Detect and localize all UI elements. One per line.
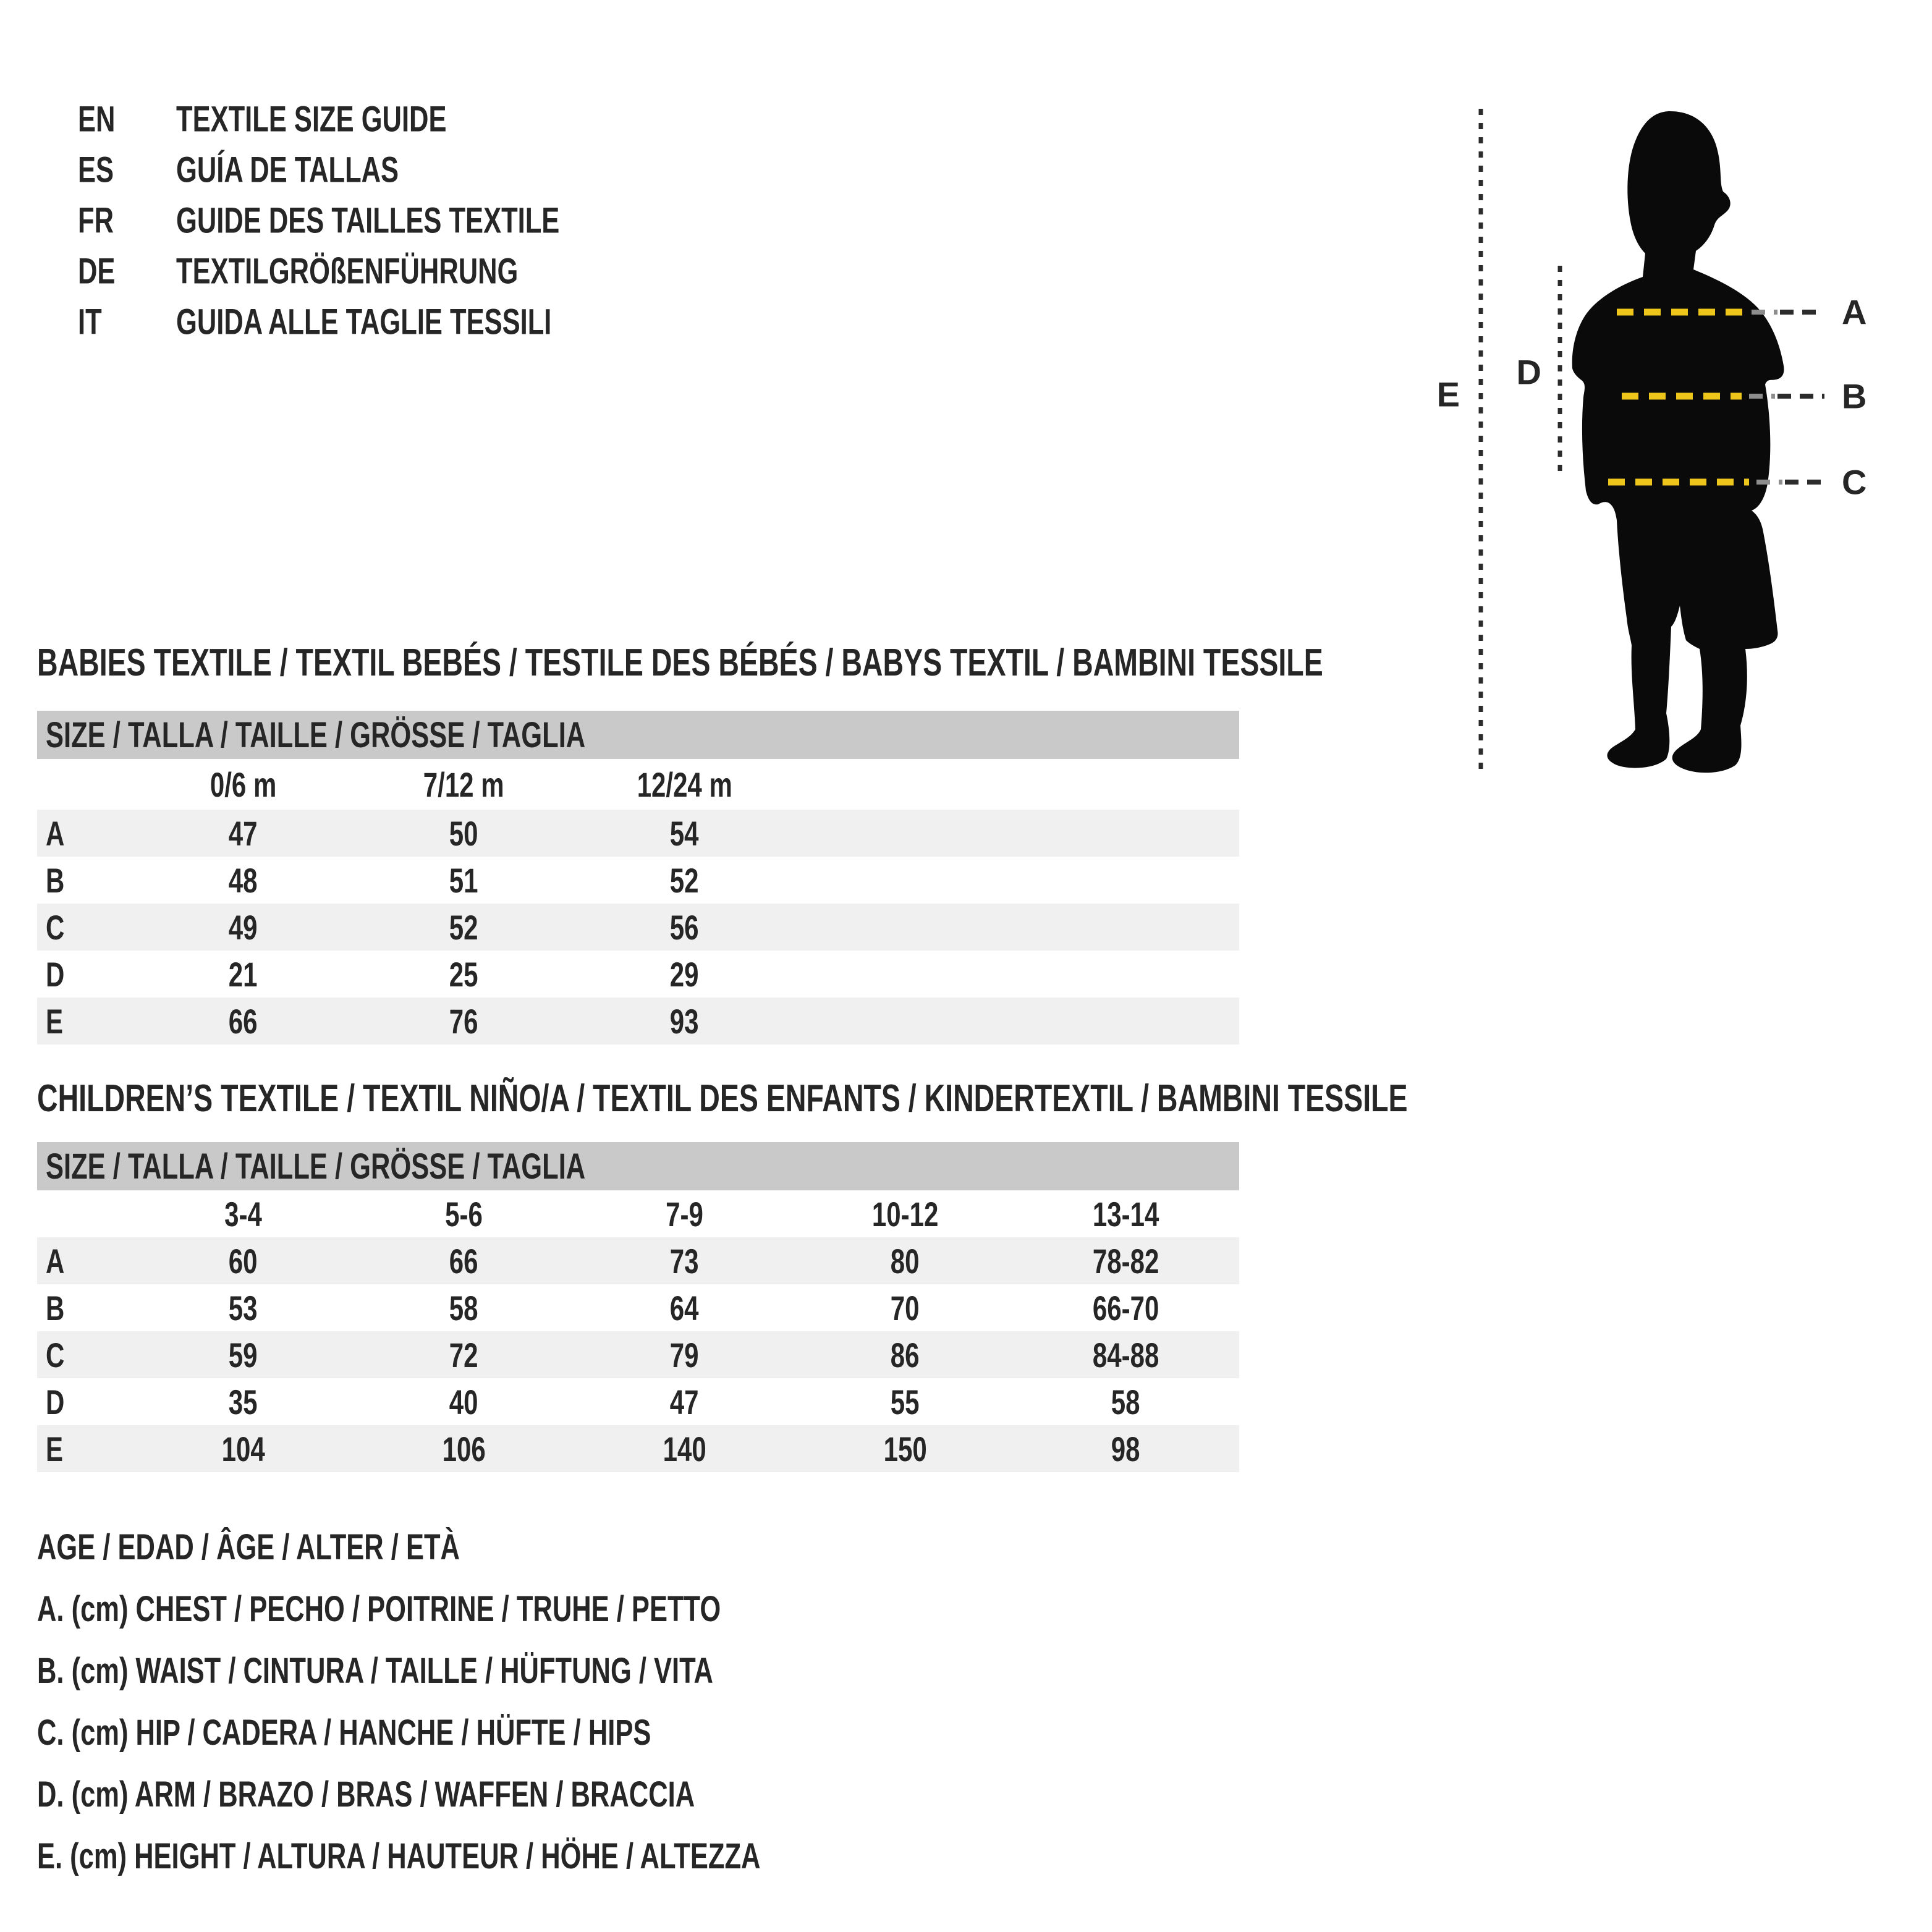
- row-label: B: [46, 1288, 65, 1328]
- row-label: E: [46, 1429, 64, 1468]
- cell-value: 54: [670, 813, 699, 853]
- cell-value: 140: [663, 1429, 706, 1468]
- table-row: [37, 1378, 1239, 1425]
- measurement-legend: [37, 1516, 1002, 1887]
- table-row: [37, 998, 1239, 1044]
- cell-value: 58: [1111, 1382, 1140, 1421]
- table-row: [37, 857, 1239, 904]
- legend-arm-line: D. (cm) ARM / BRAZO / BRAS / WAFFEN / BRACCIA: [37, 1774, 695, 1815]
- row-label: A: [46, 1241, 65, 1281]
- height-label-e: E: [1436, 375, 1460, 414]
- legend-hip-line: C. (cm) HIP / CADERA / HANCHE / HÜFTE / HIPS: [37, 1712, 651, 1753]
- size-header-bar: [37, 1142, 1239, 1190]
- column-header: 7/12 m: [423, 765, 504, 804]
- cell-value: 40: [449, 1382, 478, 1421]
- cell-value: 104: [221, 1429, 265, 1468]
- guide-title: GUIDA ALLE TAGLIE TESSILI: [176, 302, 552, 342]
- cell-value: 84-88: [1092, 1335, 1159, 1375]
- guide-title: TEXTILGRÖßENFÜHRUNG: [176, 251, 519, 292]
- cell-value: 50: [449, 813, 478, 853]
- arm-label-d: D: [1516, 352, 1541, 392]
- row-label: D: [46, 954, 65, 994]
- guide-title: TEXTILE SIZE GUIDE: [176, 99, 447, 140]
- cell-value: 47: [229, 813, 258, 853]
- cell-value: 66: [449, 1241, 478, 1281]
- children-section-heading: CHILDREN’S TEXTILE / TEXTIL NIÑO/A / TEXTIL DES ENFANTS / KINDERTEXTIL / BAMBINI TESSILE: [37, 1077, 1408, 1120]
- table-row: [37, 810, 1239, 857]
- table-row: [37, 1425, 1239, 1472]
- language-code: EN: [78, 99, 116, 140]
- table-row: [37, 1237, 1239, 1284]
- cell-value: 52: [449, 907, 478, 947]
- row-label: E: [46, 1001, 64, 1041]
- children-size-table: [37, 1142, 1239, 1472]
- cell-value: 52: [670, 860, 699, 900]
- language-code: DE: [78, 251, 116, 292]
- cell-value: 58: [449, 1288, 478, 1328]
- child-silhouette-figure: [1572, 111, 1784, 773]
- children-column-header-row: [37, 1190, 1239, 1237]
- legend-height-line: E. (cm) HEIGHT / ALTURA / HAUTEUR / HÖHE / ALTEZZA: [37, 1836, 761, 1876]
- legend-chest-line: A. (cm) CHEST / PECHO / POITRINE / TRUHE / PETTO: [37, 1588, 721, 1629]
- babies-size-table: [37, 711, 1239, 1044]
- cell-value: 150: [883, 1429, 927, 1468]
- column-header: 0/6 m: [210, 765, 277, 804]
- hip-label-c: C: [1842, 462, 1867, 502]
- cell-value: 93: [670, 1001, 699, 1041]
- column-header: 5-6: [445, 1194, 483, 1234]
- cell-value: 60: [229, 1241, 258, 1281]
- cell-value: 55: [891, 1382, 920, 1421]
- row-label: C: [46, 907, 65, 947]
- legend-age-line: AGE / EDAD / ÂGE / ALTER / ETÀ: [37, 1527, 460, 1567]
- cell-value: 21: [229, 954, 258, 994]
- cell-value: 86: [891, 1335, 920, 1375]
- chest-label-a: A: [1842, 292, 1867, 332]
- cell-value: 47: [670, 1382, 699, 1421]
- language-code: FR: [78, 200, 114, 241]
- language-code: IT: [78, 302, 102, 342]
- language-code: ES: [78, 150, 114, 190]
- table-row: [37, 1284, 1239, 1331]
- row-label: C: [46, 1335, 65, 1375]
- column-header: 13-14: [1092, 1194, 1159, 1234]
- cell-value: 76: [449, 1001, 478, 1041]
- cell-value: 106: [442, 1429, 486, 1468]
- cell-value: 66: [229, 1001, 258, 1041]
- table-row: [37, 1331, 1239, 1378]
- cell-value: 29: [670, 954, 699, 994]
- legend-waist-line: B. (cm) WAIST / CINTURA / TAILLE / HÜFTUNG / VITA: [37, 1650, 713, 1691]
- column-header: 3-4: [224, 1194, 262, 1234]
- cell-value: 98: [1111, 1429, 1140, 1468]
- table-row: [37, 951, 1239, 998]
- row-label: B: [46, 860, 65, 900]
- cell-value: 49: [229, 907, 258, 947]
- cell-value: 35: [229, 1382, 258, 1421]
- cell-value: 64: [670, 1288, 699, 1328]
- size-header-bar: [37, 711, 1239, 759]
- cell-value: 53: [229, 1288, 258, 1328]
- waist-label-b: B: [1842, 376, 1867, 416]
- cell-value: 56: [670, 907, 699, 947]
- cell-value: 73: [670, 1241, 699, 1281]
- size-header-text: SIZE / TALLA / TAILLE / GRÖSSE / TAGLIA: [46, 714, 586, 755]
- row-label: D: [46, 1382, 65, 1421]
- cell-value: 48: [229, 860, 258, 900]
- row-label: A: [46, 813, 65, 853]
- cell-value: 25: [449, 954, 478, 994]
- measurement-figure: [1409, 87, 1932, 810]
- cell-value: 66-70: [1092, 1288, 1159, 1328]
- column-header: 12/24 m: [637, 765, 732, 804]
- guide-title: GUIDE DES TAILLES TEXTILE: [176, 200, 560, 241]
- cell-value: 70: [891, 1288, 920, 1328]
- cell-value: 59: [229, 1335, 258, 1375]
- babies-column-header-row: [37, 759, 1239, 810]
- size-header-text: SIZE / TALLA / TAILLE / GRÖSSE / TAGLIA: [46, 1146, 586, 1187]
- cell-value: 78-82: [1092, 1241, 1159, 1281]
- table-row: [37, 904, 1239, 951]
- column-header: 10-12: [871, 1194, 939, 1234]
- babies-section-heading: BABIES TEXTILE / TEXTIL BEBÉS / TESTILE DES BÉBÉS / BABYS TEXTIL / BAMBINI TESSILE: [37, 642, 1323, 684]
- guide-title: GUÍA DE TALLAS: [176, 150, 399, 190]
- cell-value: 80: [891, 1241, 920, 1281]
- cell-value: 79: [670, 1335, 699, 1375]
- column-header: 7-9: [666, 1194, 703, 1234]
- cell-value: 72: [449, 1335, 478, 1375]
- cell-value: 51: [449, 860, 478, 900]
